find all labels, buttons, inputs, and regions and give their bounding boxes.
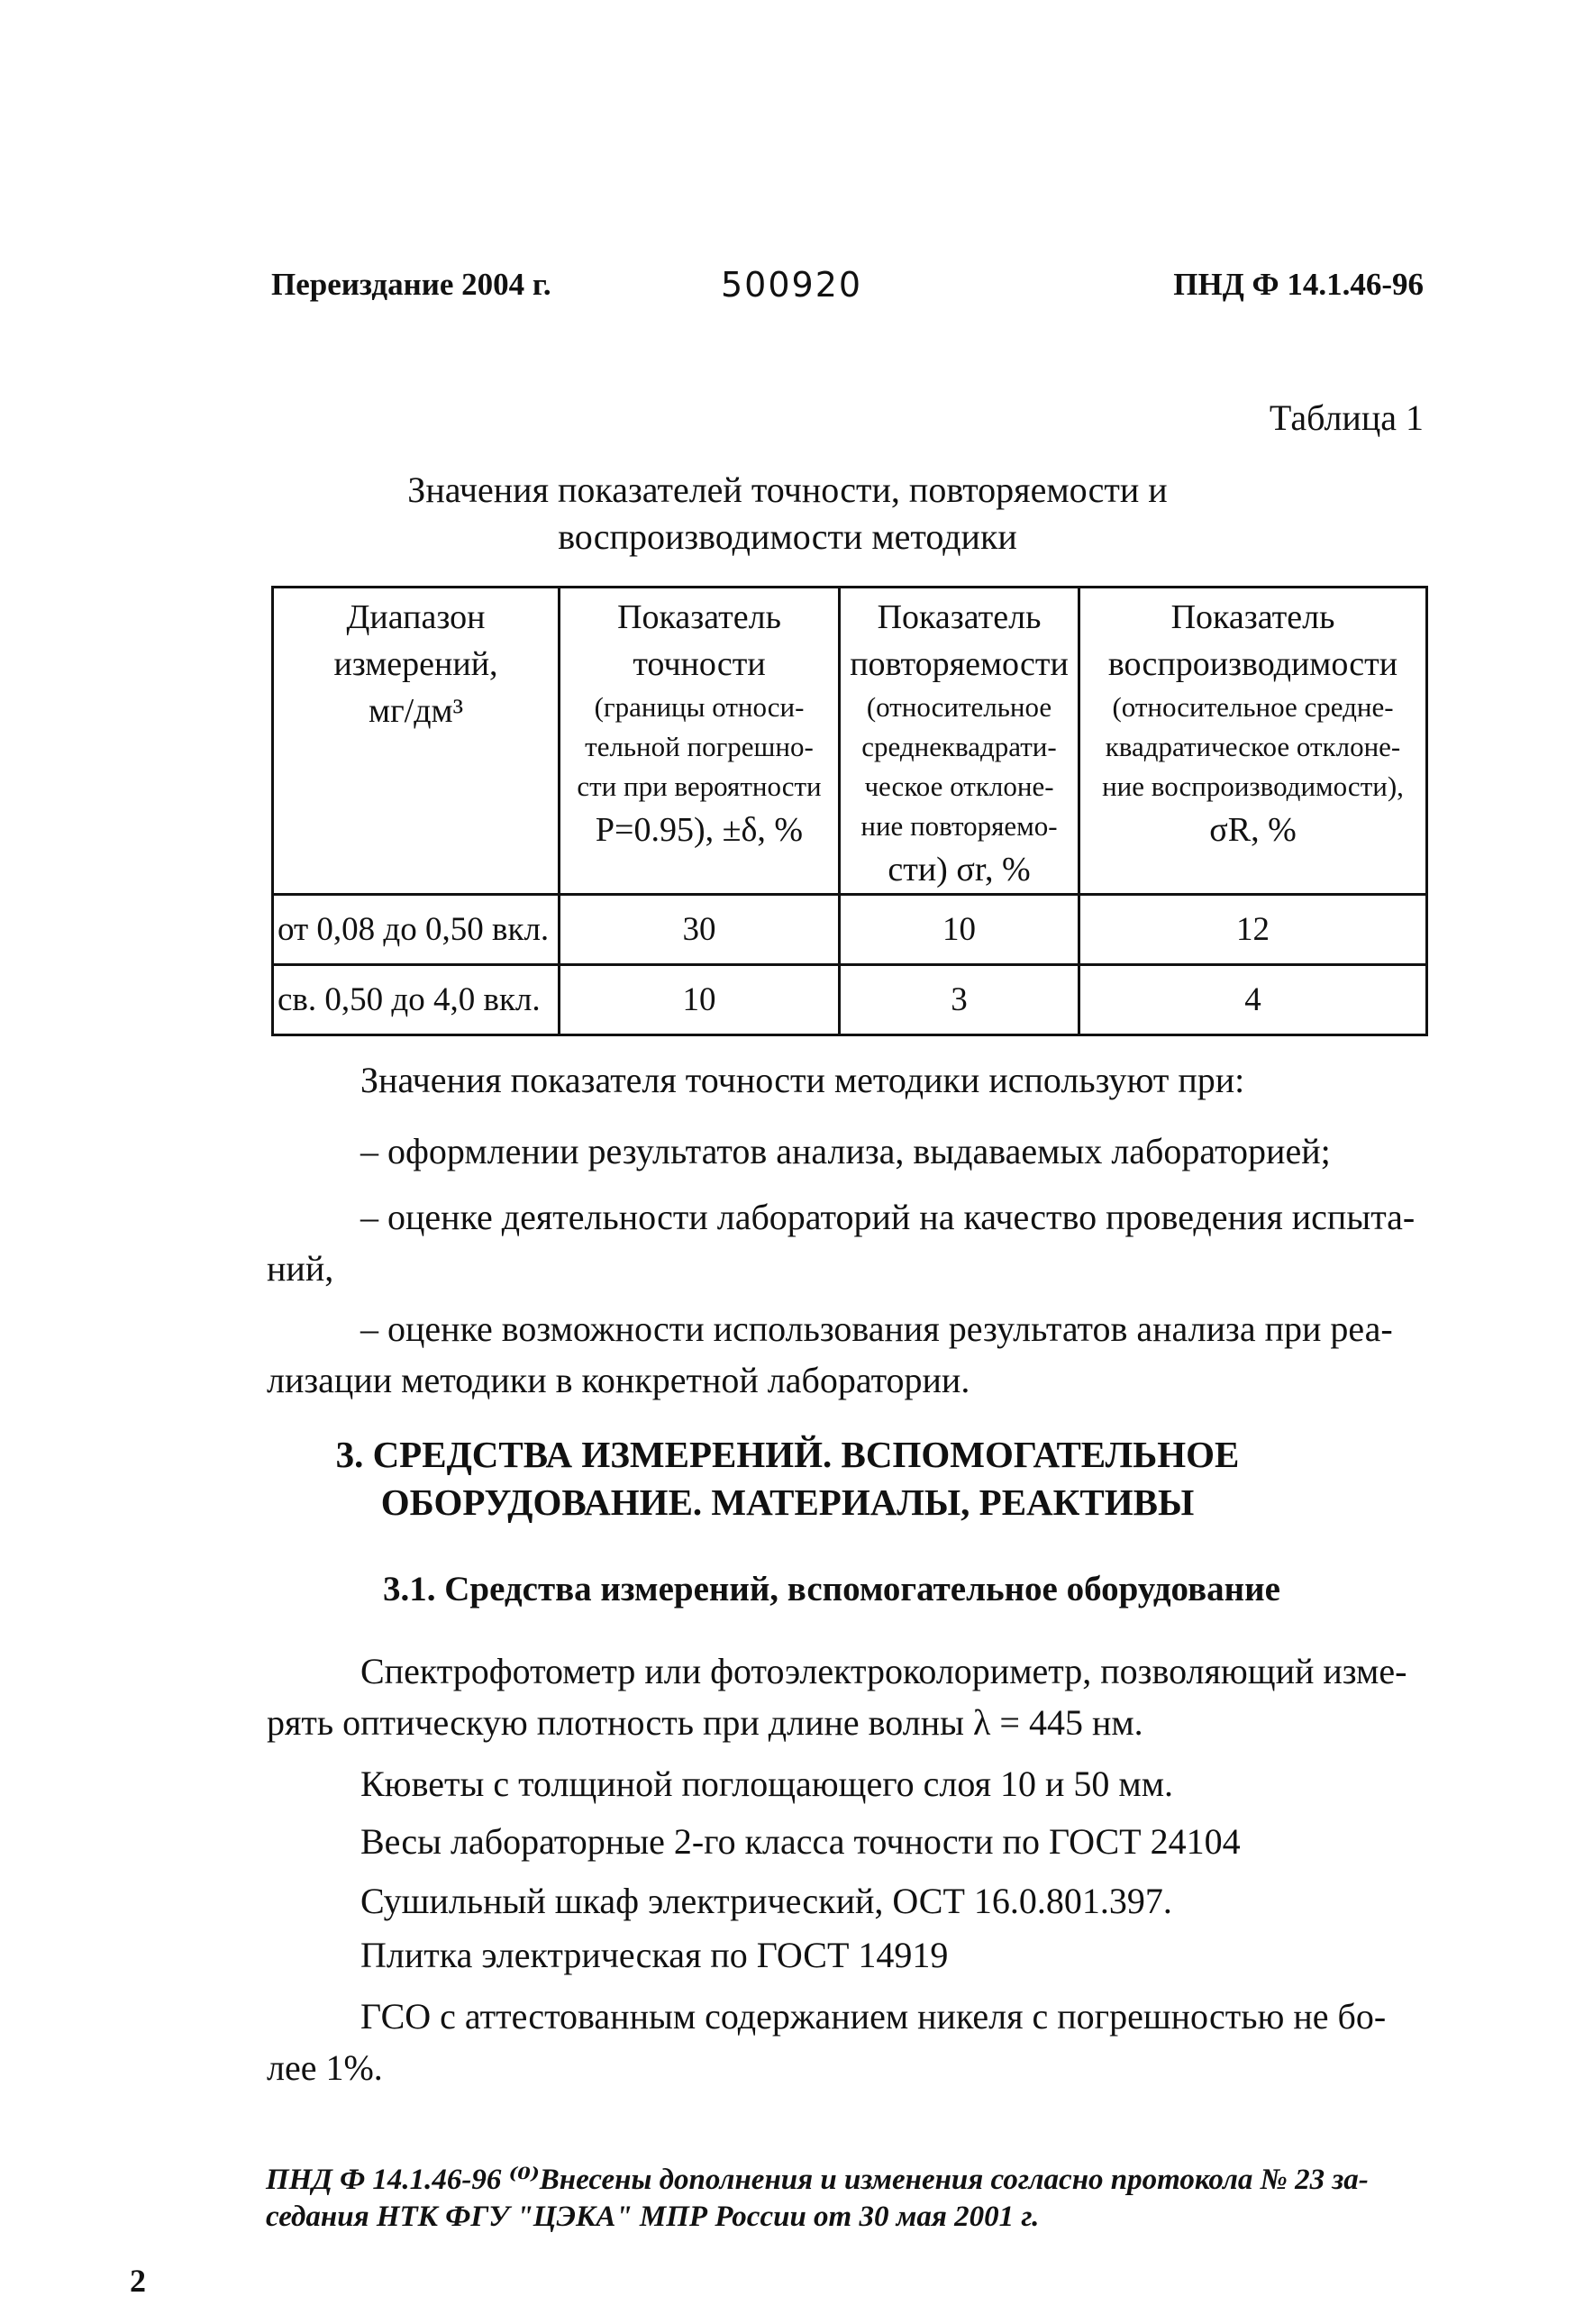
equipment-spectrophotometer-cont: рять оптическую плотность при длине волны λ = 445 нм. [267, 1702, 1143, 1743]
header-subline: (относительное средне- [1112, 691, 1394, 723]
header-subline: ние повторяемо- [860, 810, 1058, 842]
equipment-spectrophotometer: Спектрофотометр или фотоэлектроколориметр, позволяющий изме- [360, 1651, 1407, 1691]
equipment-gso-cont: лее 1%. [267, 2047, 383, 2088]
header-reproducibility [1079, 588, 1427, 895]
header-line: Показатель [877, 598, 1042, 636]
header-subline: сти при вероятности [577, 770, 822, 802]
equipment-gso: ГСО с аттестованным содержанием никеля с погрешностью не бо- [360, 1996, 1387, 2037]
cell-range: св. 0,50 до 4,0 вкл. [273, 965, 560, 1035]
header-line: Показатель [1170, 598, 1335, 636]
header-repeatability [840, 588, 1079, 895]
header-subline: квадратическое отклоне- [1105, 731, 1401, 762]
document-code: ПНД Ф 14.1.46-96 [1173, 267, 1424, 302]
table-caption: Таблица 1 [1269, 397, 1424, 438]
footer-note-line2: седания НТК ФГУ "ЦЭКА" МПР России от 30 мая 2001 г. [266, 2201, 1040, 2233]
document-number: 500920 [721, 265, 863, 305]
usage-item-3-cont: лизации методики в конкретной лаборатории. [267, 1360, 970, 1400]
table-header-row [273, 588, 1427, 895]
header-subline: (границы относи- [594, 691, 805, 723]
cell-repeatability: 10 [840, 895, 1079, 965]
header-line: сти) σr, % [888, 851, 1031, 889]
header-line: измерений, [333, 645, 498, 683]
footer-note-line1: ПНД Ф 14.1.46-96 ⁽⁰⁾Внесены дополнения и изменения согласно протокола № 23 за- [266, 2164, 1369, 2196]
header-accuracy [560, 588, 840, 895]
equipment-oven: Сушильный шкаф электрический, ОСТ 16.0.801.397. [360, 1881, 1172, 1921]
usage-item-2: – оценке деятельности лабораторий на качество проведения испыта- [360, 1197, 1416, 1237]
table-row [273, 895, 1427, 965]
equipment-hotplate: Плитка электрическая по ГОСТ 14919 [360, 1935, 949, 1975]
header-subline: ние воспроизводимости), [1102, 770, 1404, 802]
table-title-line1: Значения показателей точности, повторяемости и [407, 469, 1168, 510]
header-line: Показатель [617, 598, 781, 636]
section-3-title-line1: 3. СРЕДСТВА ИЗМЕРЕНИЙ. ВСПОМОГАТЕЛЬНОЕ [335, 1434, 1240, 1475]
cell-accuracy: 30 [560, 895, 840, 965]
cell-reproducibility: 12 [1079, 895, 1427, 965]
cell-repeatability: 3 [840, 965, 1079, 1035]
cell-accuracy: 10 [560, 965, 840, 1035]
cell-range: от 0,08 до 0,50 вкл. [273, 895, 560, 965]
header-subline: тельной погрешно- [585, 731, 814, 762]
header-line: воспроизводимости [1107, 645, 1398, 683]
header-subline: (относительное [866, 691, 1052, 723]
header-range [273, 588, 560, 895]
section-3-1-title: 3.1. Средства измерений, вспомогательное оборудование [383, 1570, 1280, 1609]
header-line: Р=0.95), ±δ, % [595, 811, 804, 849]
page-number: 2 [130, 2263, 146, 2299]
usage-item-2-cont: ний, [267, 1248, 334, 1289]
header-subline: среднеквадрати- [861, 731, 1057, 762]
header-line: точности [633, 645, 766, 683]
equipment-scales: Весы лабораторные 2-го класса точности по ГОСТ 24104 [360, 1821, 1241, 1862]
table-row [273, 965, 1427, 1035]
usage-intro: Значения показателя точности методики используют при: [360, 1060, 1245, 1100]
header-line: Диапазон [346, 598, 486, 636]
header-subline: ческое отклоне- [864, 770, 1054, 802]
header-line: σR, % [1209, 811, 1297, 849]
header-line: повторяемости [850, 645, 1069, 683]
table-title-line2: воспроизводимости методики [558, 516, 1017, 557]
reissue-note: Переиздание 2004 г. [271, 267, 551, 302]
section-3-title-line2: ОБОРУДОВАНИЕ. МАТЕРИАЛЫ, РЕАКТИВЫ [380, 1481, 1195, 1523]
header-line: мг/дм³ [369, 692, 463, 730]
usage-item-1: – оформлении результатов анализа, выдаваемых лабораторией; [360, 1131, 1331, 1171]
accuracy-table [271, 586, 1428, 1036]
equipment-cuvettes: Кюветы с толщиной поглощающего слоя 10 и 50 мм. [360, 1764, 1174, 1804]
usage-item-3: – оценке возможности использования результатов анализа при реа- [360, 1308, 1393, 1349]
cell-reproducibility: 4 [1079, 965, 1427, 1035]
